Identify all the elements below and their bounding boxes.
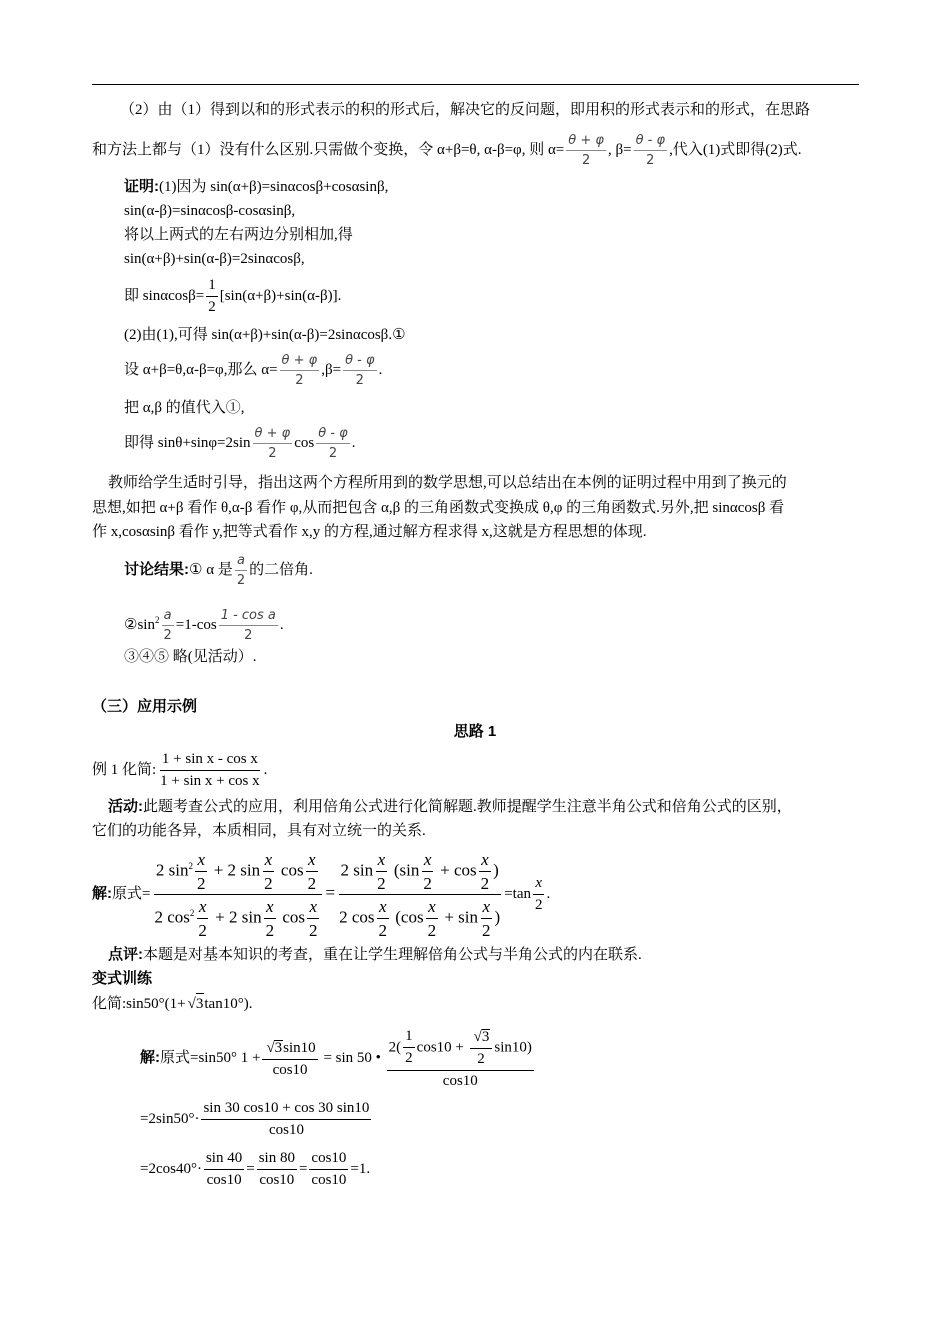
variant-heading: 变式训练: [92, 970, 153, 987]
sin-sq-fraction: $\frac{a}{2}$: [163, 608, 172, 644]
comment-line: 点评:本题是对基本知识的考查，重在让学生理解倍角公式与半角公式的内在联系.: [108, 946, 642, 963]
intro-text-b: , β=: [607, 142, 632, 158]
alpha-fraction: $\frac{\theta + \varphi}{2}$: [568, 133, 604, 169]
activity-line-1: 活动:此题考查公式的应用，利用倍角公式进行化简解题.教师提醒学生注意半角公式和倍角公式的区别，: [108, 798, 792, 815]
proof-line-2: sin(α-β)=sinαcosβ-cosαsinβ,: [124, 203, 296, 219]
half-fraction: $\frac{1}{2}$: [208, 277, 216, 316]
proof-line-4: sin(α+β)+sin(α-β)=2sinαcosβ,: [124, 251, 305, 267]
proof-line-6: (2)由(1),可得 sin(α+β)+sin(α-β)=2sinαcosβ.①: [124, 327, 406, 343]
beta-theta-fraction: $\frac{\theta - \varphi}{2}$: [345, 353, 375, 389]
diff-fraction: $\frac{\theta - \varphi}{2}$: [318, 426, 348, 462]
variant-big-fraction: 2( $\frac{1}{2}$ cos10 + √ $\frac{3}{2}$ sin10) cos10: [387, 1029, 534, 1089]
intro-text-a: 和方法上都与（1）没有什么区别.只需做个变换，令 α+β=θ, α-β=φ, 则 α=: [92, 142, 565, 158]
header-rule: [92, 84, 859, 85]
teacher-line-1: 教师给学生适时引导，指出这两个方程所用到的数学思想,可以总结出在本例的证明过程中用到了换元的: [108, 475, 787, 491]
cos-fraction: $\frac{\text{1 - cos a}}{2}$: [220, 608, 276, 644]
example-1: 例 1 化简: $\frac{\text{1 + sin x - cos x}}{\text{1 + sin x + cos x}}$ .: [92, 751, 268, 790]
solution-fraction-1: 2 $\sin^2$ $\frac{x}{2}$ + 2 sin $\frac{x}{2}$ cos $\frac{x}{2}$ 2 $\cos^2$ $\frac{x}{2}$ + 2 sin $\frac{x}{2}$ cos $\frac{x}{2}$: [152, 851, 323, 939]
discussion-line-2: $②\sin^2$ $\frac{a}{2}$ =1-cos $\frac{\text{1 - cos a}}{2}$ .: [124, 608, 284, 644]
section-heading: （三）应用示例: [92, 698, 198, 715]
proof-label: 证明:: [124, 178, 159, 195]
proof-line-7: 设 α+β=θ,α-β=φ,那么 α= $\frac{\theta + \varphi}{2}$ ,β= $\frac{\theta - \varphi}{2}$ .: [124, 353, 383, 389]
variant-solution-line-1: 解:原式=sin50° 1 + √ $\frac{3\sin 10}{\cos 10}$ = sin 50 • 2( $\frac{1}{2}$ cos10 + √ $\frac{3}{2}$ sin10) cos10: [140, 1028, 536, 1088]
example-fraction: $\frac{\text{1 + sin x - cos x}}{\text{1 + sin x + cos x}}$: [160, 751, 260, 790]
intro-text-c: ,代入(1)式即得(2)式.: [669, 142, 802, 158]
variant-solution-line-3: =2cos40°· $\frac{\sin 40}{\cos 10}$ = $\frac{\sin 80}{\cos 10}$ = $\frac{\cos 10}{\cos 10}$ =1.: [140, 1150, 371, 1189]
activity-line-2: 它们的功能各异，本质相同，具有对立统一的关系.: [92, 823, 426, 839]
proof-line-8: 把 α,β 的值代入①,: [124, 400, 245, 416]
alpha-theta-fraction: $\frac{\theta + \varphi}{2}$: [281, 353, 318, 389]
solution-fraction-2: 2 sin $\frac{x}{2}$ (sin $\frac{x}{2}$ + cos $\frac{x}{2}$ ) 2 cos $\frac{x}{2}$ (cos $\frac{x}{2}$ + sin $\frac{x}{2}$ ): [339, 849, 501, 940]
sqrt3: √ 3: [196, 993, 205, 1014]
proof-line-5: 即 sinαcosβ= $\frac{1}{2}$ [sin(α+β)+sin(α-β)].: [124, 277, 342, 316]
proof-line-9: 即得 sinθ+sinφ=2sin $\frac{\theta + \varphi}{2}$ cos $\frac{\theta - \varphi}{2}$ .: [124, 426, 356, 462]
proof-line-1: 证明:(1)因为 sin(α+β)=sinαcosβ+cosαsinβ,: [124, 178, 389, 195]
variant-solution-line-2: =2sin50°· $\frac{\sin 30 \cos 10 + \cos 30 \sin 10}{\cos 10}$: [140, 1100, 370, 1139]
intro-line-1: （2）由（1）得到以和的形式表示的积的形式后，解决它的反问题，即用积的形式表示和的形式，在思路: [120, 102, 811, 118]
intro-line-2: [92, 128, 802, 172]
discussion-line-1: 讨论结果:① α 是 $\frac{a}{2}$ 的二倍角.: [124, 553, 313, 589]
discussion-line-3: ③④⑤ 略(见活动）.: [124, 649, 257, 665]
approach-heading: 思路 1: [453, 723, 497, 740]
beta-fraction: $\frac{\theta - \varphi}{2}$: [635, 133, 666, 169]
proof-line-3: 将以上两式的左右两边分别相加,得: [124, 227, 353, 243]
variant-question: 化简:sin50°(1+√ 3tan10°).: [92, 993, 252, 1014]
teacher-line-2: 思想,如把 α+β 看作 θ,α-β 看作 φ,从而把包含 α,β 的三角函数式变换成 θ,φ 的三角函数式.另外,把 sinαcosβ 看: [92, 500, 785, 516]
solution-line: 解:原式= 2 $\sin^2$ $\frac{x}{2}$ + 2 sin $\frac{x}{2}$ cos $\frac{x}{2}$ 2 $\cos^2$ $\frac{x}{2}$ + 2 sin $\frac{x}{2}$ cos $\frac{x}{2}$ = 2 sin $\frac{x}{2}$ (sin $\frac{x}{2}$ + cos $\frac{x}{2}$ ) 2 cos $\frac{x}{2}$ (cos $\frac{x}{2}$ + sin $\frac{x}{2}$ ) =tan $\frac{x}{2}$ .: [92, 849, 551, 940]
sum-fraction: $\frac{\theta + \varphi}{2}$: [254, 426, 291, 462]
discussion-label: 讨论结果:: [124, 561, 189, 578]
teacher-line-3: 作 x,cosαsinβ 看作 y,把等式看作 x,y 的方程,通过解方程求得 x,这就是方程思想的体现.: [92, 524, 647, 540]
a-half-fraction: $\frac{a}{2}$: [236, 553, 246, 589]
